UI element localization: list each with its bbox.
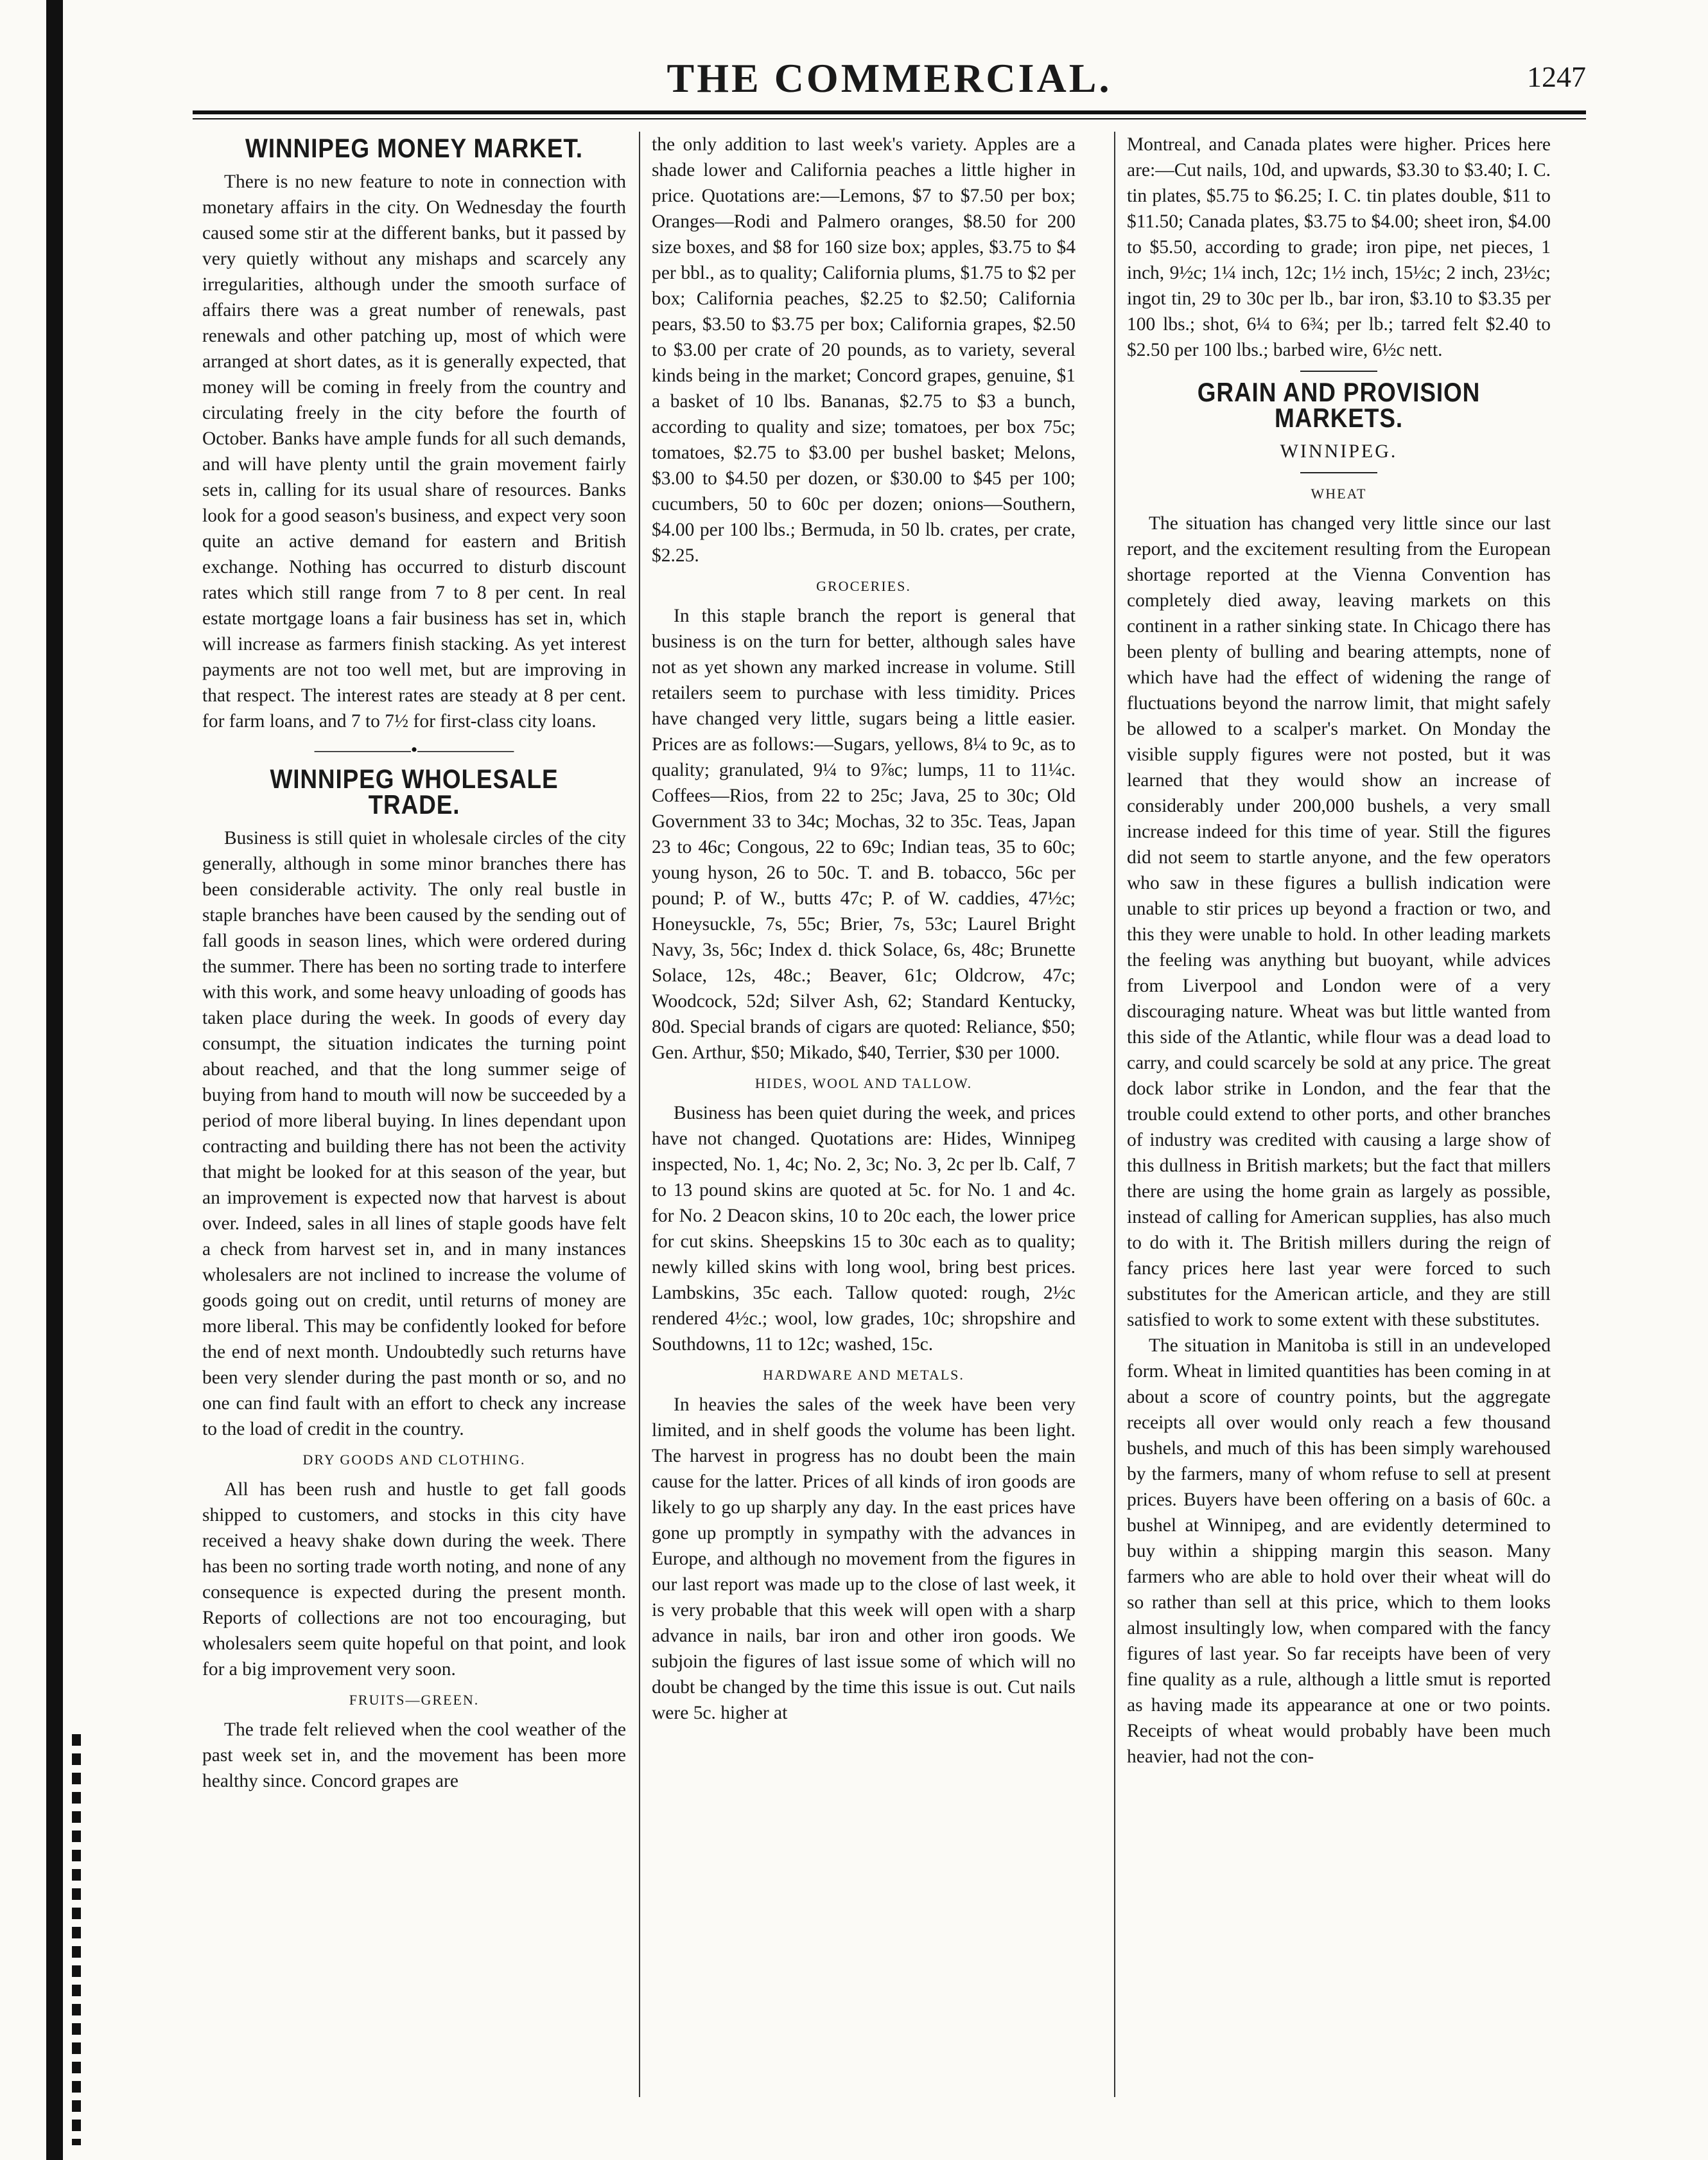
fruits-continued-paragraph: the only addition to last week's variety. Apples are a shade lower and California peaches a little higher in price. Quotations are:—Lemons, $7 to $7.50 per box; Oranges—Rodi and Palmero oranges, $8.50 for 200 size boxes, and $8 for 160 size box; apples, $3.75 to $4 per bbl., as to quality; California plums, $1.75 to $2 per box; California peaches, $2.25 to $2.50; California pears, $3.50 to $3.75 per box; California grapes, $2.50 to $3.00 per crate of 20 pounds, as to variety, several kinds being in the market; Concord grapes, genuine, $1 a basket of 10 lbs. Bananas, $2.75 to $3 a bunch, according to quality and size; tomatoes, per box 75c; tomatoes, $2.75 to $3.00 per bushel basket; Melons, $3.00 to $4.50 per dozen, or $30.00 to $45 per 100; cucumbers, 50 to 60c per dozen; onions—Southern, $4.00 per 100 lbs.; Bermuda, in 50 lb. crates, per crate, $2.25. (652, 134, 1076, 566)
wholesale-trade-paragraph: Business is still quiet in wholesale circles of the city generally, although in some minor branches there has been considerable activity. The only real bustle in staple branches have been caused by the sending out of fall goods in season lines, which were ordered during the summer. There has been no sorting trade to interfere with this work, and some heavy unloading of goods has taken place during the week. In goods of every day consumpt, the situation indicates the turning point about reached, and that the long summer seige of buying from hand to mouth will now be succeeded by a period of more liberal buying. In lines dependant upon contracting and building there has not been the activity that might be looked for at this season of the year, but an improvement is expected now that harvest is about over. Indeed, sales in all lines of staple goods have felt a check from harvest set in, and in many instances wholesalers are not inclined to increase the volume of goods going out on credit, until returns of money are more liberal. This may be confidently looked for before the end of next month. Undoubtedly such returns have been very slender during the past month or so, and no one can find fault with an effort to check any increase to the load of credit in the country. (202, 828, 626, 1439)
groceries-subhead: GROCERIES. (816, 578, 911, 594)
money-market-paragraph: There is no new feature to note in connection with monetary affairs in the city. On Wednesday the fourth caused some stir at the different banks, but it passed by very quietly without any mishaps and scarcely any irregularities, although under the smooth surface of affairs there was a great number of renewals, past renewals and other patching up, most of which were arranged at short dates, as it is generally expected, that money will be coming in freely from the country and circulating freely in the city before the fourth of October. Banks have ample funds for all such demands, and will have plenty until the grain movement fairly sets in, calling for its usual share of resources. Banks look for a good season's business, and expect very soon quite an active demand for eastern and British exchange. Nothing has occurred to disturb discount rates which still range from 7 to 8 per cent. In real estate mortgage loans a fair business has set in, which will increase as farmers finish stacking. As yet interest payments are not too well met, but are improving in that respect. The interest rates are steady at 8 per cent. for farm loans, and 7 to 7½ for first-class city loans. (202, 171, 626, 732)
wheat-paragraph-2: The situation in Manitoba is still in an undeveloped form. Wheat in limited quantities has been coming in at about a score of country points, but the aggregate receipts all over would only reach a few thousand bushels, and much of this has been simply warehoused by the farmers, many of whom refuse to sell at present prices. Buyers have been offering on a basis of 60c. a bushel at Winnipeg, and are evidently determined to buy within a shipping margin this season. Many farmers who are able to hold over their wheat will do so rather than sell at this price, which to them looks almost insultingly low, when compared with the fancy figures of last year. So far receipts have been of very fine quality as a rule, although a little smut is reported as having made its appearance at one or two points. Receipts of wheat would probably have been much heavier, had not the con- (1127, 1335, 1551, 1767)
hides-subhead: HIDES, WOOL AND TALLOW. (754, 1075, 973, 1091)
section-ornament: —————•————— (314, 739, 514, 760)
money-market-headline: WINNIPEG MONEY MARKET. (245, 133, 583, 163)
place-subhead: WINNIPEG. (1280, 441, 1398, 462)
header-rule (193, 110, 1586, 114)
groceries-paragraph: In this staple branch the report is general that business is on the turn for better, although sales have not as yet shown any marked increase in volume. Still retailers seem to purchase with less timidity. Prices have changed very little, sugars being a little easier. Prices are as follows:—Sugars, yellows, 8¼ to 9c, as to quality; granulated, 9¼ to 9⅞c; lumps, 11 to 11¼c. Coffees—Rios, from 22 to 25c; Java, 25 to 30c; Old Government 33 to 34c; Mochas, 32 to 35c. Teas, Japan 23 to 46c; Congous, 22 to 69c; Indian teas, 35 to 60c; young hyson, 26 to 50c. T. and B. tobacco, 56c per pound; P. of W., butts 47c; P. of W. caddies, 47½c; Honeysuckle, 7s, 55c; Brier, 7s, 53c; Laurel Bright Navy, 3s, 56c; Index d. thick Solace, 6s, 48c; Brunette Solace, 12s, 48c.; Beaver, 61c; Oldcrow, 47c; Woodcock, 52d; Silver Ash, 62; Standard Kentucky, 80d. Special brands of cigars are quoted: Reliance, $50; Gen. Arthur, $50; Mikado, $40, Terrier, $30 per 1000. (652, 606, 1076, 1063)
page-header (193, 55, 1586, 125)
column-2 (652, 132, 1076, 2097)
wholesale-trade-headline: WINNIPEG WHOLESALE TRADE. (270, 764, 559, 820)
column-divider-2 (1114, 132, 1115, 2097)
hardware-continued-paragraph: Montreal, and Canada plates were higher. Prices here are:—Cut nails, 10d, and upwards, $3.30 to $3.40; I. C. tin plates, $5.75 to $6.25; I. C. tin plates double, $11 to $11.50; Canada plates, $3.75 to $4.00; sheet iron, $4.00 to $5.50, according to grade; iron pipe, net pieces, 1 inch, 9½c; 1¼ inch, 12c; 1½ inch, 15½c; 2 inch, 23½c; ingot tin, 29 to 30c per lb., bar iron, $3.10 to $3.35 per 100 lbs.; shot, 6¼ to 6¾; per lb.; tarred felt $2.40 to $2.50 per 100 lbs.; barbed wire, 6½c nett. (1127, 134, 1551, 360)
binding-stitching (72, 1734, 81, 2145)
dry-goods-paragraph: All has been rush and hustle to get fall goods shipped to customers, and stocks in this city have received a heavy shake down during the week. There has been no sorting trade worth noting, and none of any consequence is expected during the present month. Reports of collections are not too encouraging, but wholesalers seem quite hopeful on that point, and look for a big improvement very soon. (202, 1479, 626, 1680)
column-1 (202, 132, 626, 2097)
section-rule (1300, 371, 1377, 372)
header-rule-thin (193, 118, 1586, 119)
wheat-subhead: WHEAT (1311, 486, 1367, 502)
masthead: THE COMMERCIAL. (667, 55, 1112, 101)
hardware-paragraph: In heavies the sales of the week have been very limited, and in shelf goods the volume has been light. The harvest in progress has no doubt been the main cause for the latter. Prices of all kinds of iron goods are likely to go up sharply any day. In the east prices have gone up promptly in sympathy with the advances in Europe, and although no movement from the figures in our last report was made up to the close of last week, it is very probable that this week will open with a sharp advance in nails, bar iron and other iron goods. We subjoin the figures of last issue some of which will no doubt be changed by the time this issue is out. Cut nails were 5c. higher at (652, 1394, 1076, 1723)
wheat-paragraph-1: The situation has changed very little since our last report, and the excitement resulting from the European shortage reported at the Vienna Convention has completely died away, leaving markets on this continent in a rather sinking state. In Chicago there has been plenty of bulling and bearing attempts, none of which have had the effect of widening the range of fluctuations beyond the narrow limit, that might safely be allowed to a scalper's market. On Monday the visible supply figures were not posted, but it was learned that they would show an increase of considerably under 200,000 bushels, a very small increase indeed for this time of year. Still the figures did not seem to startle anyone, and the few operators who saw in these figures a bullish indication were unable to stir prices up beyond a fraction or two, and this they were unable to hold. In other leading markets the feeling was anything but buoyant, while advices from Liverpool and London were of a very discouraging nature. Wheat was but little wanted from this side of the Atlantic, while flour was a dead load to carry, and could scarcely be sold at any price. The great dock labor strike in London, and the fear that the trouble could extend to other ports, and other branches of industry was credited with causing a large show of this dullness in British markets; but the fact that millers there are using the home grain as largely as possible, instead of calling for American supplies, has also much to do with it. The British millers during the reign of fancy prices here last year were forced to such substitutes for the American article, and they are still satisfied to work to some extent with these substitutes. (1127, 513, 1551, 1330)
page-number: 1247 (1527, 60, 1586, 93)
grain-markets-headline: GRAIN AND PROVISION MARKETS. (1197, 377, 1481, 433)
fruits-subhead: FRUITS—GREEN. (349, 1692, 480, 1708)
dry-goods-subhead: DRY GOODS AND CLOTHING. (302, 1452, 526, 1468)
hardware-subhead: HARDWARE AND METALS. (763, 1367, 964, 1383)
fruits-paragraph: The trade felt relieved when the cool weather of the past week set in, and the movement has been more healthy since. Concord grapes are (202, 1719, 626, 1791)
column-3 (1127, 132, 1551, 2097)
binding-edge (46, 0, 63, 2160)
place-rule (1300, 472, 1377, 473)
hides-paragraph: Business has been quiet during the week, and prices have not changed. Quotations are: Hides, Winnipeg inspected, No. 1, 4c; No. 2, 3c; No. 3, 2c per lb. Calf, 7 to 13 pound skins are quoted at 5c. for No. 1 and 4c. for No. 2 Deacon skins, 10 to 20c each, the lower price for cut skins. Sheepskins 15 to 30c each as to quality; newly killed skins with long wool, bring best prices. Lambskins, 35c each. Tallow quoted: rough, 2½c rendered 4½c.; wool, low grades, 10c; shropshire and Southdowns, 11 to 12c; washed, 15c. (652, 1103, 1076, 1355)
column-divider-1 (639, 132, 640, 2097)
